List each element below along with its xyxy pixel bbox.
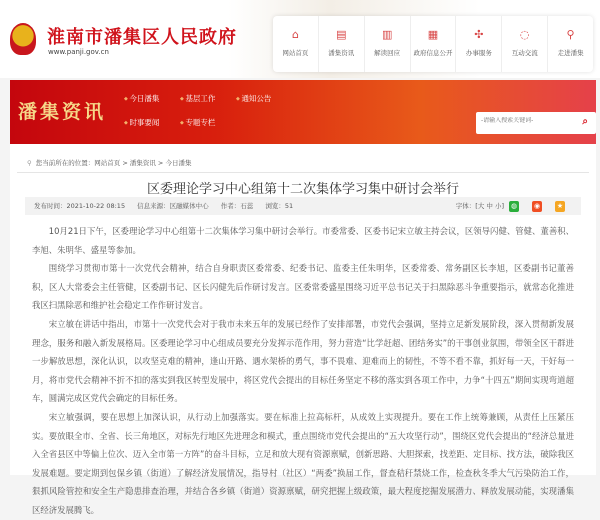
nav-item[interactable] <box>365 16 411 72</box>
article-container <box>10 144 596 515</box>
breadcrumb-today[interactable]: 今日潘集 <box>165 159 192 167</box>
breadcrumb: ⚲ 您当前所在的位置：网站首页 > 潘集资讯 > 今日潘集 <box>27 159 192 167</box>
search-box <box>476 112 596 134</box>
section-logo: 潘集资讯 <box>18 101 107 123</box>
nav-item[interactable] <box>502 16 548 72</box>
nav-item[interactable] <box>411 16 457 72</box>
nav-item[interactable] <box>273 16 319 72</box>
nav-item[interactable] <box>319 16 365 72</box>
nav-label: 走进潘集 <box>557 49 584 57</box>
nav-label: 互动交流 <box>511 49 538 57</box>
author: 作者：石蕊 <box>220 202 254 210</box>
document-icon: ▦ <box>427 28 439 41</box>
source: 信息来源：区融媒体中心 <box>137 202 209 210</box>
breadcrumb-prefix: 您当前所在的位置： <box>35 159 95 167</box>
publish-time: 发布时间：2021-10-22 08:15 <box>34 202 126 210</box>
banner-link-today[interactable]: ◆ 今日潘集 <box>124 93 159 104</box>
section-banner <box>10 80 596 144</box>
nav-label: 网站首页 <box>282 49 309 57</box>
home-icon: ⌂ <box>291 28 299 41</box>
font-size-selector[interactable]: 字体：[大 中 小] <box>455 202 504 210</box>
site-title[interactable]: 淮南市潘集区人民政府 <box>47 27 237 48</box>
nav-label: 潘集资讯 <box>328 49 355 57</box>
wechat-share-button[interactable]: ◍ <box>510 201 518 210</box>
banner-link-news[interactable]: ◆ 时事要闻 <box>124 117 159 128</box>
chat-icon: ◌ <box>519 28 530 41</box>
search-icon[interactable]: ⌕ <box>582 116 588 127</box>
view-count: 浏览：51 <box>265 202 294 210</box>
national-emblem-logo <box>10 23 36 55</box>
divider <box>17 172 589 173</box>
location-icon: ⚲ <box>566 28 575 41</box>
breadcrumb-news[interactable]: 潘集资讯 <box>129 159 156 167</box>
banner-link-grassroots[interactable]: ◆ 基层工作 <box>180 93 215 104</box>
news-icon: ▤ <box>336 28 347 41</box>
article-title: 区委理论学习中心组第十二次集体学习集中研讨会举行 <box>146 182 459 197</box>
service-icon: ✣ <box>474 28 484 41</box>
banner-link-notices[interactable]: ◆ 通知公告 <box>236 93 271 104</box>
favorite-button[interactable]: ★ <box>556 201 564 210</box>
book-icon: ▥ <box>381 28 393 41</box>
site-header <box>0 0 600 78</box>
site-url: www.panji.gov.cn <box>48 48 109 56</box>
banner-link-topics[interactable]: ◆ 专题专栏 <box>180 117 215 128</box>
main-nav <box>273 16 593 72</box>
nav-item[interactable] <box>456 16 502 72</box>
paragraph: 10月21日下午，区委理论学习中心组第十二次集体学习集中研讨会举行。市委常委、区委书记宋立敏主持会议，区领导闪健、管健、董善积、李旭、朱明华、盛星等参加。 <box>32 226 574 255</box>
nav-label: 解读回应 <box>374 49 401 57</box>
paragraph: 宋立敏在讲话中指出，市第十一次党代会对于我市未来五年的发展已经作了安排部署，市党代会强调，坚持立足新发展阶段，深入贯彻新发展理念，服务和融入新发展格局。区委理论学习中心组成员要充分发挥示范作用，努力营造“比学赶超、团结务实”的干事创业氛围，带领全区干群进一步解放思想，深化认识，以攻坚克难的精神，逢山开路、遇水架桥的勇气，事不畏难、迎难而上的韧性，不等不看不靠，抓好每一天，干好每一月，将市党代会精神不折不扣的落实到我区转型发展中，将区党代会提出的目标任务坚定不移的落实到各项工作中，力争“十四五”期间实现弯道超车，圆满完成区党代会确定的目标任务。 <box>32 318 574 404</box>
location-pin-icon: ⚲ <box>27 159 32 167</box>
search-input[interactable] <box>481 117 576 124</box>
nav-label: 办事服务 <box>465 49 492 57</box>
article-meta <box>25 197 581 215</box>
weibo-share-button[interactable]: ◉ <box>533 201 541 210</box>
breadcrumb-home[interactable]: 网站首页 <box>94 159 121 167</box>
nav-item[interactable] <box>548 16 593 72</box>
nav-label: 政府信息公开 <box>413 49 453 57</box>
paragraph: 围绕学习贯彻市第十一次党代会精神，结合自身职责区委常委、纪委书记、监委主任朱明华，区委常委、常务副区长李旭，区委副书记董善积，区人大常委会主任管健，区委副书记、区长闪健先后作研讨发言。区委常委盛星围绕习近平总书记关于扫黑除恶斗争重要指示，就常态化推进我区扫黑除恶和维护社会稳定工作作研讨发言。 <box>32 263 574 311</box>
paragraph: 宋立敏强调，要在思想上加深认识，从行动上加强落实。要在标准上拉高标杆，从成效上实现提升。要在工作上统筹兼顾，从责任上压紧压实。要放眼全市、全省、长三角地区，对标先行地区先进理念和模式，重点围绕市党代会提出的“五大攻坚行动”，围绕区党代会提出的“经济总量进入全省县区中等偏上位次、迈入全市第一方阵”的奋斗目标，立足和放大现有资源禀赋，创新思路、大胆探索，找差距、定目标、找方法，破除我区发展难题。要定期到包保乡镇（街道）了解经济发展情况，指导村（社区）“两委”换届工作，督查秸秆禁烧工作，检查秋冬季大气污染防治工作，狠抓风险管控和安全生产隐患排查治理，并结合各乡镇（街道）资源禀赋，研究把握上级政策，最大程度挖掘发展潜力、释放发展动能，实现潘集区经济发展腾飞。 <box>32 411 574 515</box>
